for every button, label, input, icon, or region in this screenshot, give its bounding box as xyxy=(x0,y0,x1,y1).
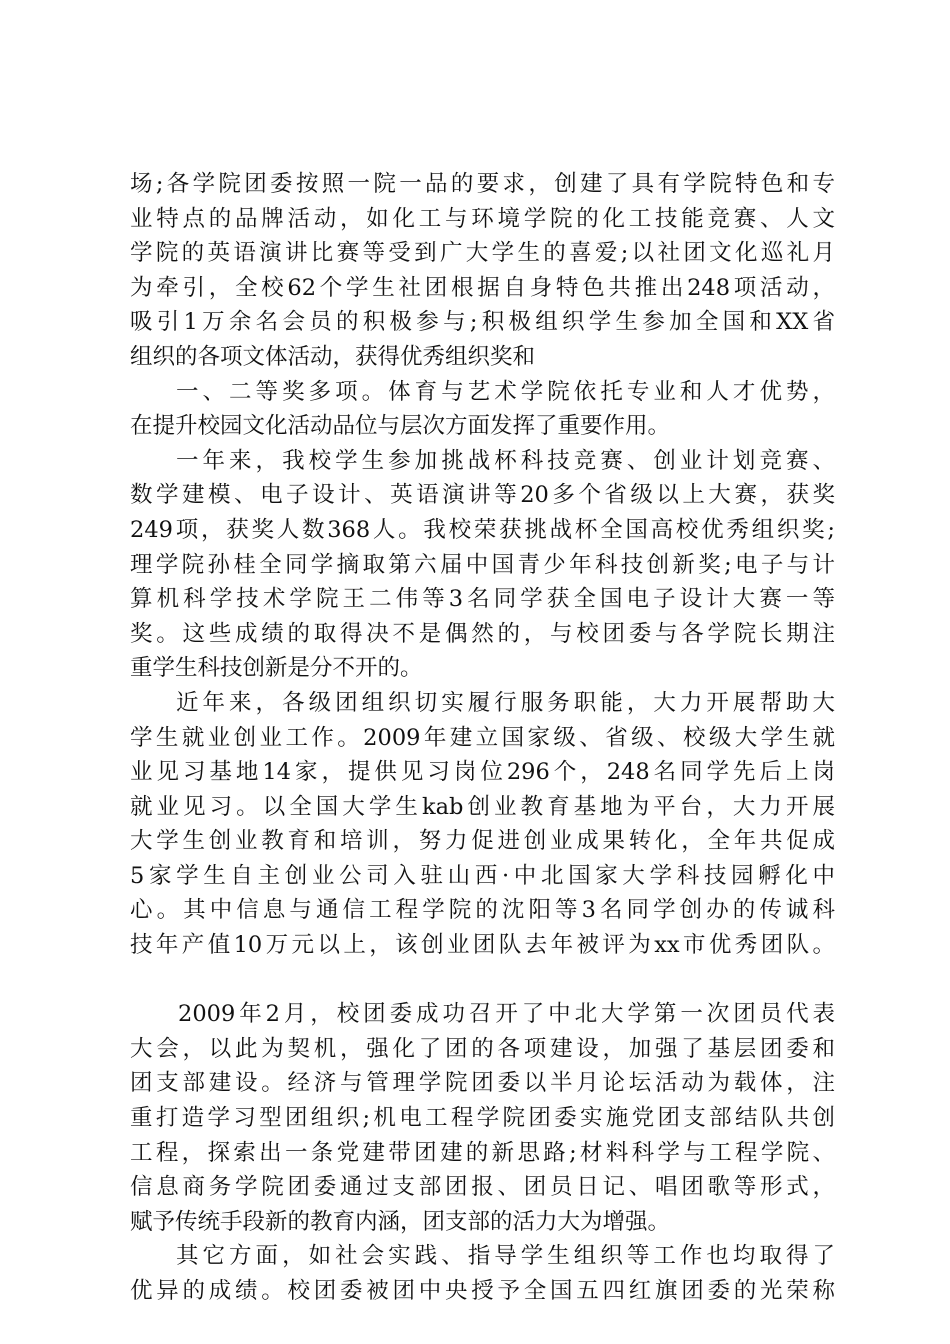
text-line: 2009年2月，校团委成功召开了中北大学第一次团员代表 xyxy=(178,1001,835,1028)
text-line: 场;各学院团委按照一院一品的要求，创建了具有学院特色和专 xyxy=(130,171,835,197)
text-line: 业见习基地14家，提供见习岗位296个，248名同学先后上岗 xyxy=(130,759,835,786)
text-line: 重学生科技创新是分不开的。 xyxy=(130,655,423,682)
text-line: 249项，获奖人数368人。我校荣获挑战杯全国高校优秀组织奖; xyxy=(130,516,835,543)
paragraph xyxy=(130,167,835,375)
text-line: 一年来，我校学生参加挑战杯科技竞赛、创业计划竞赛、 xyxy=(176,447,835,474)
text-line: 就业见习。以全国大学生kab创业教育基地为平台，大力开展 xyxy=(130,793,835,820)
text-line: 团支部建设。经济与管理学院团委以半月论坛活动为载体，注 xyxy=(130,1070,835,1097)
text-line: 心。其中信息与通信工程学院的沈阳等3名同学创办的传诚科 xyxy=(130,897,835,924)
paragraph xyxy=(130,444,835,686)
text-line: 大会，以此为契机，强化了团的各项建设，加强了基层团委和 xyxy=(130,1035,835,1062)
text-line: 一、二等奖多项。体育与艺术学院依托专业和人才优势， xyxy=(176,378,835,405)
text-line: 优异的成绩。校团委被团中央授予全国五四红旗团委的光荣称 xyxy=(130,1278,835,1304)
paragraph xyxy=(130,375,835,444)
text-line: 吸引1万余名会员的积极参与;积极组织学生参加全国和XX省 xyxy=(130,309,835,336)
paragraph xyxy=(130,686,835,963)
text-line: 重打造学习型团组织;机电工程学院团委实施党团支部结队共创 xyxy=(130,1105,835,1132)
text-line: 业特点的品牌活动，如化工与环境学院的化工技能竞赛、人文 xyxy=(130,205,835,232)
text-line: 学院的英语演讲比赛等受到广大学生的喜爱;以社团文化巡礼月 xyxy=(130,240,835,267)
text-line: 学生就业创业工作。2009年建立国家级、省级、校级大学生就 xyxy=(130,724,835,751)
text-line: 5家学生自主创业公司入驻山西·中北国家大学科技园孵化中 xyxy=(130,862,835,889)
document-body xyxy=(130,167,835,1309)
paragraph xyxy=(130,1239,835,1308)
text-line: 为牵引，全校62个学生社团根据自身特色共推出248项活动， xyxy=(130,274,835,301)
text-line: 信息商务学院团委通过支部团报、团员日记、唱团歌等形式， xyxy=(130,1174,835,1201)
text-line: 赋予传统手段新的教育内涵，团支部的活力大为增强。 xyxy=(130,1208,671,1235)
paragraph xyxy=(130,997,835,1239)
text-line: 算机科学技术学院王二伟等3名同学获全国电子设计大赛一等 xyxy=(130,586,835,613)
text-line: 在提升校园文化活动品位与层次方面发挥了重要作用。 xyxy=(130,413,671,440)
text-line: 数学建模、电子设计、英语演讲等20多个省级以上大赛，获奖 xyxy=(130,482,835,509)
text-line: 理学院孙桂全同学摘取第六届中国青少年科技创新奖;电子与计 xyxy=(130,551,835,578)
text-line: 近年来，各级团组织切实履行服务职能，大力开展帮助大 xyxy=(176,689,835,716)
text-line: 技年产值10万元以上，该创业团队去年被评为xx市优秀团队。 xyxy=(130,932,835,959)
text-line: 组织的各项文体活动，获得优秀组织奖和 xyxy=(130,343,536,370)
blank-line xyxy=(130,963,835,998)
text-line: 工程，探索出一条党建带团建的新思路;材料科学与工程学院、 xyxy=(130,1139,835,1166)
text-line: 奖。这些成绩的取得决不是偶然的，与校团委与各学院长期注 xyxy=(130,620,835,647)
text-line: 大学生创业教育和培训，努力促进创业成果转化，全年共促成 xyxy=(130,828,835,855)
text-line: 其它方面，如社会实践、指导学生组织等工作也均取得了 xyxy=(176,1243,835,1270)
